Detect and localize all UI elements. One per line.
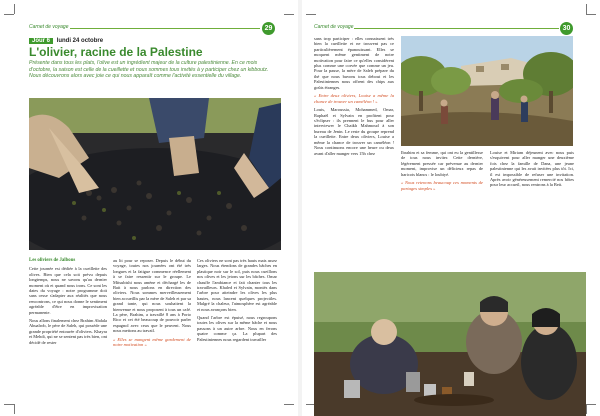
olive-harvest-photo — [29, 98, 281, 250]
pull-quote: « Elles se mangent même gardement de notre motivation » — [113, 336, 191, 348]
orchard-illustration — [401, 36, 573, 146]
crop-mark — [306, 14, 316, 15]
meal-illustration — [314, 272, 586, 416]
paragraph: Quand l'arbre est épuisé, nous regroupons toutes les olives sur la même bâche et nous passons à un autre arbre. Nous en ferons quatre comme ça. La plupart des Palestiniennes nous regardent travailler — [197, 315, 277, 342]
text-column-2 — [401, 150, 483, 194]
crop-mark — [586, 404, 587, 414]
text-column-2 — [113, 258, 191, 351]
article-title: L'olivier, racine de la Palestine — [29, 45, 203, 59]
crop-mark — [586, 4, 587, 14]
running-head-rule — [354, 28, 559, 29]
crop-mark — [14, 4, 15, 14]
section-subhead: Les oliviers de Jalbous — [29, 258, 76, 263]
day-tag: Jour 6 — [29, 38, 53, 44]
text-column-1 — [314, 36, 394, 159]
text-column-1 — [29, 258, 107, 348]
crop-mark — [4, 404, 14, 405]
right-page — [302, 0, 600, 416]
crop-mark — [14, 404, 15, 414]
paragraph: Louise et Miriam déjeunent avec nous puis s'esquivent pour aller manger une deuxième fois chez la famille de Dana, une jeune palestinienne qui les avait invitées plus tôt. Ici, il est impossible de refuser une invitation. Après avoir généreusement remercié nos hôtes pour leur accueil, nous rentrons à la Beit. — [490, 150, 574, 188]
paragraph: Cette journée est dédiée à la cueillette des olives. Bien que cela soit prévu depuis longtemps, nous ne savons qu'au dernier moment où et quand nous irons. Ce sont les dates du voyage : notre programme doit sans cesse s'adapter aux réalités que nous rencontrons, ce qui nous donne le sentiment agréable d'être en improvisation permanente. — [29, 266, 107, 315]
paragraph: Ces oliviers ne sont pas très hauts mais assez larges. Nous étendons de grandes bâches en plastique noir sur le sol, puis nous cueillons nos olives et les jetons sur les bâches. Omar chauffe l'ambiance et fait chanter tous les travailleurs. Khaled et Sylvain, montés dans l'arbre pour atteindre les olives les plus hautes, nous lancent quelques projectiles. Malgré la chaleur, l'atmosphère est agréable et nous avançons bien. — [197, 258, 277, 312]
paragraph: Louis, Maroussia, Mohammed, Omar, Raphaël et Sylvain en profitent pour s'éclipser : ils prennent le bus pour aller interviewer le Chaikh Mahmoud à son bureau de Jenin. Le reste du groupe reprend la cueillette. Entre deux oliviers, Louise a même la chance de trouver un caméléon ! Nous continuons encore une heure ou deux avant d'aller manger vers 15h chez — [314, 107, 394, 156]
running-head: Carnet de voyage — [29, 24, 69, 30]
crop-mark — [586, 404, 596, 405]
text-column-3 — [197, 258, 277, 345]
orchard-photo — [401, 36, 573, 146]
day-line — [29, 38, 103, 44]
page-number: 29 — [262, 22, 275, 35]
text-column-3 — [490, 150, 574, 191]
crop-mark — [4, 14, 14, 15]
day-date: lundi 24 octobre — [56, 38, 104, 44]
running-head-rule — [70, 28, 260, 29]
paragraph: Nous allons finalement chez Brahim Abdala Abualrob, le père de Saleh, qui possède une grande propriété entourée d'oliviers. Khayra et Mehdi, qui ne se sentent pas très bien, ont décidé de rester — [29, 318, 107, 345]
crop-mark — [284, 404, 294, 405]
paragraph: au lit pour se reposer. Depuis le début du voyage, toutes nos journées ont été très longues et la fatigue commence réellement à se faire ressentir sur le groupe. Le Mitsubishi nous amène et déchargé les de Bait à nous parlons en direction des oliviers. Nous sommes merveilleusement bien accueillis par la mère de Saleh et par sa grand tante, qui nous souhaitent la bienvenue et nous proposent à tous un café. La père, Brahim, a travaillé 8 ans à Porto Rico et cet été beaucoup de pouvoir parler espagnol avec ceux que le peuvent. Nous nous mettons au travail. — [113, 258, 191, 334]
olive-harvest-illustration — [29, 98, 281, 250]
meal-photo — [314, 272, 586, 416]
running-head: Carnet de voyage — [314, 24, 354, 30]
paragraph: Ibrahim et sa femme, qui ont eu la gentillesse de tous nous inviter. Cette dernière, légèrement pressée car prévenue au dernier moment, improvise un délicieux repas de haricots blancs : le loubiyé. — [401, 150, 483, 177]
pull-quote: « Nous retenons beaucoup ces moments de partages simples » — [401, 180, 483, 191]
left-page — [0, 0, 298, 416]
page-number: 30 — [560, 22, 573, 35]
article-intro: Présente dans tous les plats, l'olive est un ingrédient majeur de la culture palestinienne. En ce mois d'octobre, la saison est celle de la cueillette et nous sommes tous invités à y participer chez un kibboutz. Nous découvrons alors avec joie ce qui nous apparaît comme l'activité essentielle du village. — [29, 60, 269, 80]
pull-quote: « Entre deux oliviers, Louise a même la chance de trouver un caméléon ! » — [314, 93, 394, 104]
paragraph: sans trop participer : elles connaissent très bien la cueillette et ne trouvent pas ce particulièrement épanouissant. Elles se moquent même gentiment de notre motivation pour faire ce qu'elles considèrent plus comme une corvée que comme un jeu. Pour la pause, la mère de Saleh prépare du thé que nous buvons tous debout et les Palestiniennes nous offrent des chips aux goûts étranges. — [314, 36, 394, 90]
crop-mark — [284, 14, 294, 15]
crop-mark — [586, 14, 596, 15]
